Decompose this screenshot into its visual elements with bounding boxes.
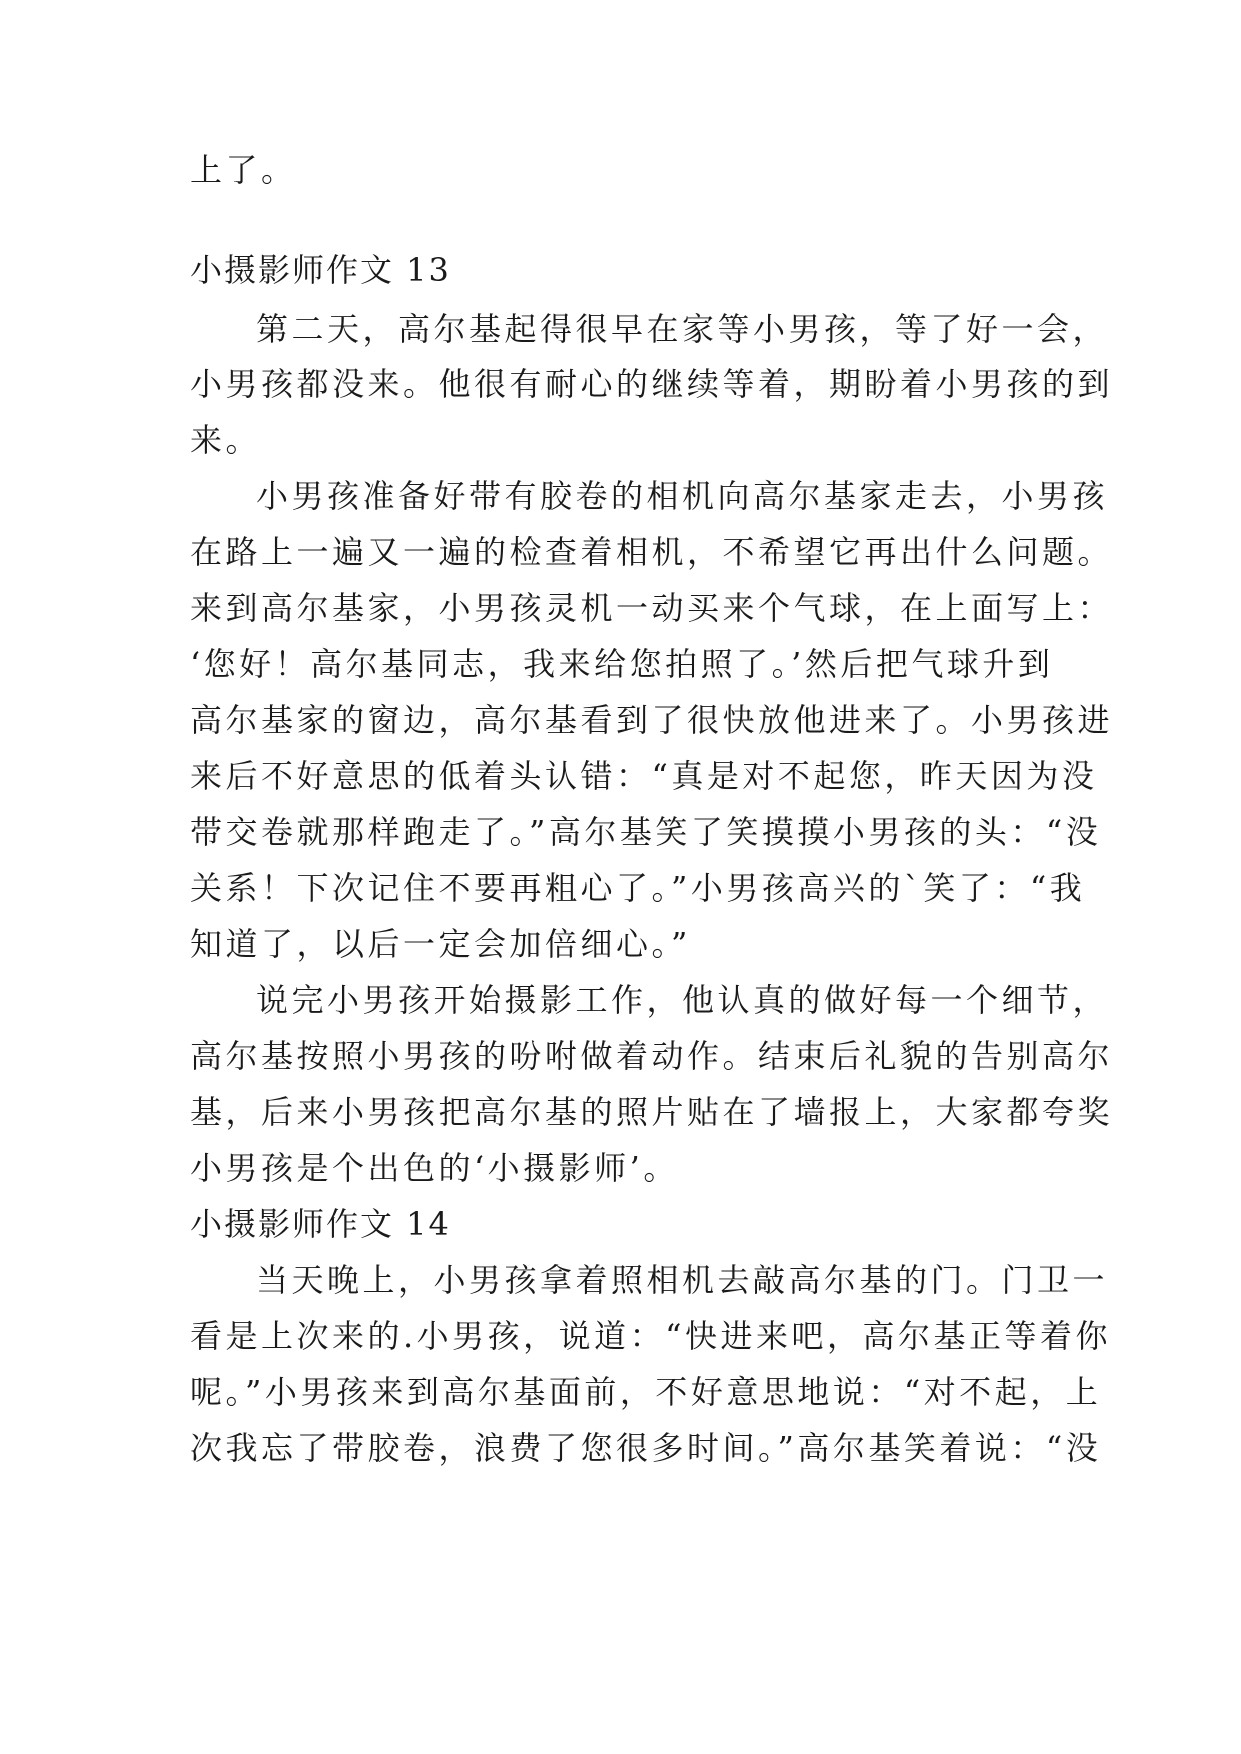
paragraph-line: 小男孩准备好带有胶卷的相机向高尔基家走去，小男孩 bbox=[256, 477, 1109, 515]
paragraph-line: 当天晚上，小男孩拿着照相机去敲高尔基的门。门卫一 bbox=[256, 1261, 1109, 1299]
paragraph-line: 小男孩是个出色的‘小摄影师’。 bbox=[190, 1149, 679, 1187]
paragraph-line: 看是上次来的.小男孩，说道：“快进来吧，高尔基正等着你 bbox=[190, 1317, 1112, 1355]
section-heading: 小摄影师作文 13 bbox=[190, 251, 451, 289]
paragraph-line: 说完小男孩开始摄影工作，他认真的做好每一个细节， bbox=[256, 981, 1109, 1019]
paragraph-line: 次我忘了带胶卷，浪费了您很多时间。”高尔基笑着说：“没 bbox=[190, 1429, 1102, 1467]
paragraph-line: 关系！下次记住不要再粗心了。”小男孩高兴的`笑了：“我 bbox=[190, 869, 1086, 907]
paragraph-line: 高尔基家的窗边，高尔基看到了很快放他进来了。小男孩进 bbox=[190, 701, 1114, 739]
section-heading: 小摄影师作文 14 bbox=[190, 1205, 451, 1243]
paragraph-line: 来后不好意思的低着头认错：“真是对不起您，昨天因为没 bbox=[190, 757, 1098, 795]
paragraph-line: 高尔基按照小男孩的吩咐做着动作。结束后礼貌的告别高尔 bbox=[190, 1037, 1114, 1075]
paragraph-line: 小男孩都没来。他很有耐心的继续等着，期盼着小男孩的到 bbox=[190, 365, 1114, 403]
paragraph-line: 来到高尔基家，小男孩灵机一动买来个气球，在上面写上： bbox=[190, 589, 1114, 627]
paragraph-line: 上了。 bbox=[190, 151, 297, 189]
paragraph-line: 第二天，高尔基起得很早在家等小男孩，等了好一会， bbox=[256, 310, 1109, 348]
paragraph-line: 在路上一遍又一遍的检查着相机，不希望它再出什么问题。 bbox=[190, 533, 1114, 571]
paragraph-line: 知道了，以后一定会加倍细心。” bbox=[190, 925, 691, 963]
paragraph-line: 呢。”小男孩来到高尔基面前，不好意思地说：“对不起，上 bbox=[190, 1373, 1102, 1411]
paragraph-line: ‘您好！高尔基同志，我来给您拍照了。’然后把气球升到 bbox=[190, 645, 1054, 683]
paragraph-line: 带交卷就那样跑走了。”高尔基笑了笑摸摸小男孩的头：“没 bbox=[190, 813, 1102, 851]
paragraph-line: 来。 bbox=[190, 421, 262, 459]
paragraph-line: 基，后来小男孩把高尔基的照片贴在了墙报上，大家都夸奖 bbox=[190, 1093, 1114, 1131]
